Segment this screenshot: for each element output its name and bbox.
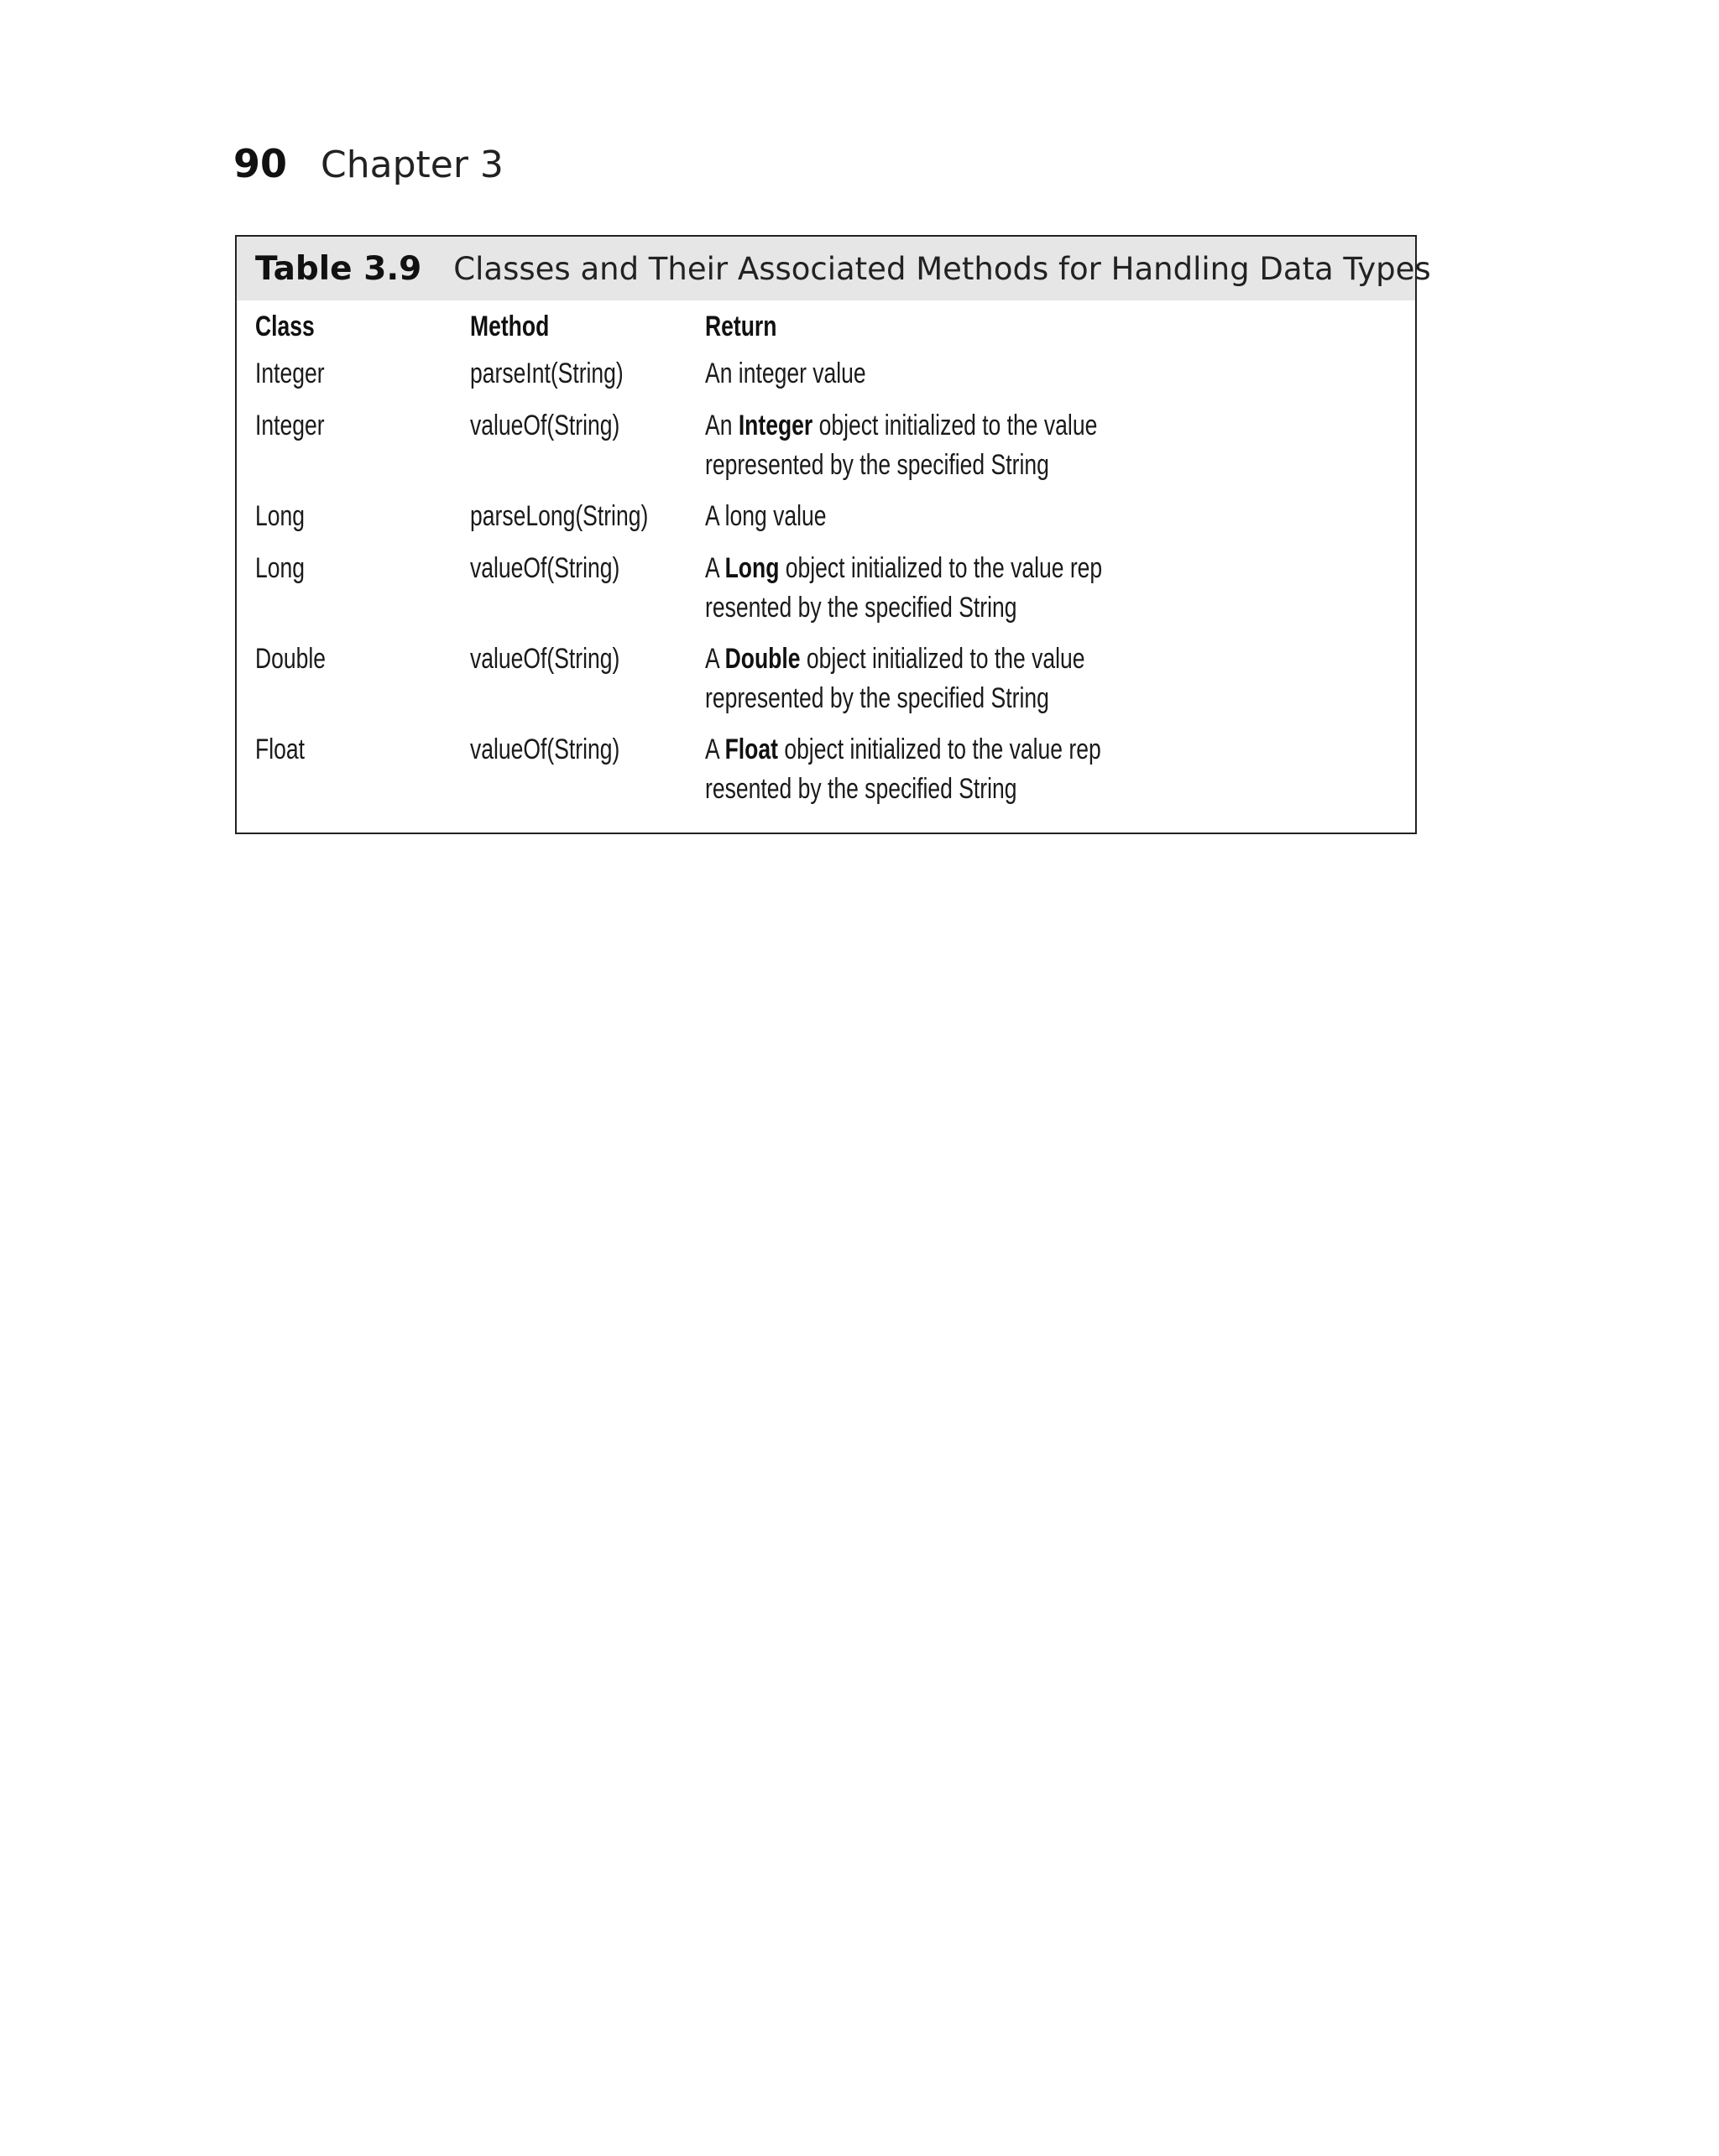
cell-return: [705, 639, 1085, 718]
data-types-table: [235, 235, 1431, 834]
return-text-line2: represented by the specified String: [705, 682, 1049, 714]
return-text-post: object initialized to the value rep: [777, 733, 1101, 765]
return-text-line2: represented by the specified String: [705, 449, 1049, 481]
table-row: [237, 354, 1415, 406]
return-class-name: Float: [724, 733, 778, 765]
cell-method: valueOf(String): [470, 410, 620, 441]
table-header-row: [237, 302, 1415, 354]
return-text-line2: resented by the specified String: [705, 773, 1017, 805]
cell-return: [705, 354, 866, 394]
return-text-pre: A: [705, 552, 725, 584]
return-text-line2: resented by the specified String: [705, 592, 1017, 624]
table-number: Table 3.9: [255, 249, 422, 288]
table-row: [237, 497, 1415, 549]
cell-method: valueOf(String): [470, 733, 620, 765]
table-row: [237, 549, 1415, 639]
return-text-pre: A: [705, 643, 725, 675]
return-class-name: Double: [724, 643, 801, 675]
return-text-pre: A: [705, 733, 725, 765]
cell-class: Double: [255, 643, 327, 675]
cell-class: Long: [255, 500, 305, 532]
return-text-pre: An: [705, 410, 739, 441]
cell-method: valueOf(String): [470, 552, 620, 584]
cell-return: [705, 549, 1102, 628]
table-row: [237, 730, 1415, 821]
cell-class: Integer: [255, 410, 325, 441]
table-row: [237, 639, 1415, 730]
page-number: 90: [233, 141, 288, 186]
column-header-return: Return: [705, 311, 777, 342]
page-header: [233, 141, 504, 201]
table-title: Classes and Their Associated Methods for Handling Data Types: [453, 250, 1431, 287]
return-text-post: object initialized to the value: [800, 643, 1085, 675]
return-text-post: object initialized to the value rep: [779, 552, 1103, 584]
return-text: A long value: [705, 500, 827, 532]
cell-class: Float: [255, 733, 305, 765]
cell-return: [705, 730, 1101, 809]
column-header-class: Class: [255, 311, 315, 342]
return-text: An integer value: [705, 358, 866, 389]
cell-class: Long: [255, 552, 305, 584]
column-header-method: Method: [470, 311, 550, 342]
cell-method: parseLong(String): [470, 500, 649, 532]
cell-return: [705, 406, 1097, 485]
chapter-label: Chapter 3: [321, 144, 504, 186]
cell-return: [705, 497, 827, 536]
return-class-name: Long: [724, 552, 780, 584]
return-class-name: Integer: [738, 410, 813, 441]
cell-method: valueOf(String): [470, 643, 620, 675]
table-caption: [237, 237, 1431, 300]
cell-method: parseInt(String): [470, 358, 624, 389]
table-body: [237, 302, 1415, 821]
cell-class: Integer: [255, 358, 325, 389]
return-text-post: object initialized to the value: [812, 410, 1098, 441]
table-row: [237, 406, 1415, 497]
